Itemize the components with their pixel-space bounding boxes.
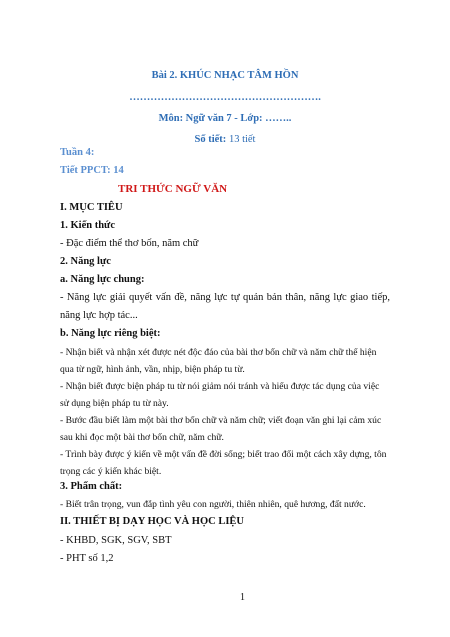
general-competence-heading: a. Năng lực chung:	[60, 274, 145, 285]
general-competence-line-1: - Năng lực giải quyết vấn đề, năng lực tự quản bản thân, năng lực giao tiếp,	[60, 292, 390, 303]
periods-value: 13 tiết	[228, 134, 256, 145]
specific-item-2a: - Nhận biết được biện pháp tu từ nói giảm nói tránh và hiểu được tác dụng của việc	[60, 381, 380, 392]
specific-item-3a: - Bước đầu biết làm một bài thơ bốn chữ và năm chữ; viết đoạn văn ghi lại cảm xúc	[60, 415, 382, 426]
page-number: 1	[240, 592, 245, 603]
lesson-title: Bài 2. KHÚC NHẠC TÂM HỒN	[151, 70, 299, 81]
periods	[0, 134, 450, 145]
quality-heading: 3. Phẩm chất:	[60, 481, 123, 492]
specific-item-4a: - Trình bày được ý kiến về một vấn đề đời sống; biết trao đổi một cách xây dựng, tôn	[60, 449, 387, 460]
periods-label: Số tiết:	[194, 134, 227, 145]
subject-grade: Môn: Ngữ văn 7 - Lớp: ……..	[158, 113, 292, 124]
specific-competence-heading: b. Năng lực riêng biệt:	[60, 328, 161, 339]
quality-item: - Biết trân trọng, vun đắp tình yêu con người, thiên nhiên, quê hương, đất nước.	[60, 499, 366, 510]
general-competence-line-2: năng lực hợp tác...	[60, 310, 138, 321]
specific-item-1a: - Nhận biết và nhận xét được nét độc đáo của bài thơ bốn chữ và năm chữ thể hiện	[60, 347, 377, 358]
section-title: TRI THỨC NGỮ VĂN	[118, 183, 228, 195]
specific-item-1b: qua từ ngữ, hình ảnh, vần, nhịp, biện pháp tu từ.	[60, 364, 245, 375]
equipment-heading: II. THIẾT BỊ DẠY HỌC VÀ HỌC LIỆU	[60, 516, 244, 527]
equipment-item-1: - KHBD, SGK, SGV, SBT	[60, 535, 172, 546]
period-label: Tiết PPCT: 14	[60, 165, 124, 176]
knowledge-heading: 1. Kiến thức	[60, 220, 116, 231]
dotted-line: ……………………………………………….	[129, 92, 321, 103]
specific-item-3b: sau khi đọc một bài thơ bốn chữ, năm chữ.	[60, 432, 224, 443]
knowledge-item: - Đặc điểm thể thơ bốn, năm chữ	[60, 238, 199, 249]
week-label: Tuần 4:	[60, 147, 95, 158]
equipment-item-2: - PHT số 1,2	[60, 553, 114, 564]
specific-item-4b: trọng các ý kiến khác biệt.	[60, 466, 162, 477]
objectives-heading: I. MỤC TIÊU	[60, 202, 123, 213]
specific-item-2b: sử dụng biện pháp tu từ này.	[60, 398, 169, 409]
competence-heading: 2. Năng lực	[60, 256, 111, 267]
